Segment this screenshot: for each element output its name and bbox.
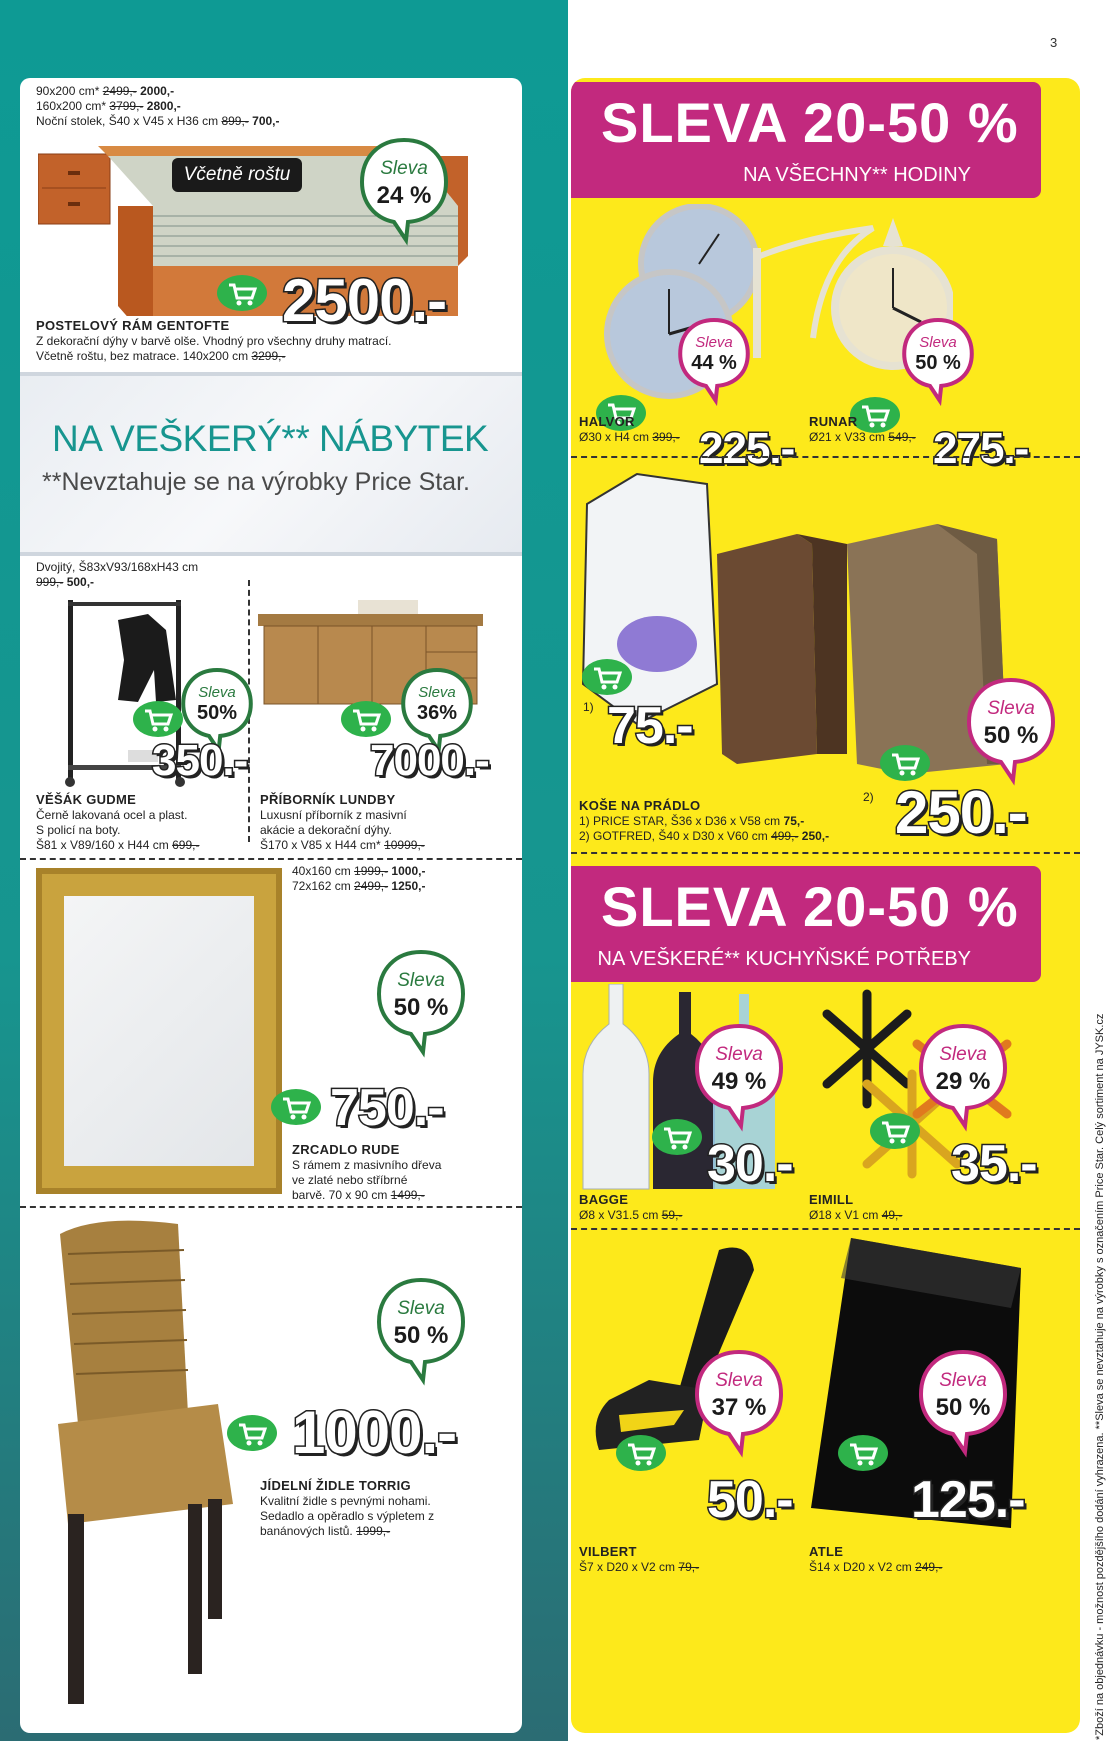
mirror-price: 750.- bbox=[330, 1079, 444, 1137]
rack-size-line: Dvojitý, Š83xV93/168xH43 cm bbox=[36, 560, 199, 574]
footnote-vertical: *Zboží na objednávku - možnost pozdějšího dodání vyhrazena. **Sleva se nevztahuje na výrobky s označením Price Star. Celý sortiment na JYSK.cz bbox=[1094, 1013, 1106, 1740]
bed-price: 2500.- bbox=[282, 267, 447, 334]
baskets-line-1: 1) PRICE STAR, Š36 x D36 x V58 cm 75,- bbox=[579, 814, 805, 828]
divider-horizontal-1 bbox=[20, 858, 522, 860]
rack-desc-1: Černě lakovaná ocel a plast. bbox=[36, 808, 188, 822]
clocks-banner-title: SLEVA 20-50 % bbox=[601, 91, 1019, 154]
basket-marker-1: 1) bbox=[583, 700, 594, 714]
runar-title: RUNAR bbox=[809, 414, 858, 429]
eimill-dimensions: Ø18 x V1 cm 49,- bbox=[809, 1208, 903, 1222]
sideboard-cart-icon bbox=[340, 700, 392, 738]
basket1-price: 75.- bbox=[607, 697, 693, 755]
atle-dimensions: Š14 x D20 x V2 cm 249,- bbox=[809, 1560, 943, 1574]
divider-horizontal-2 bbox=[20, 1206, 522, 1208]
rack-price: 350.- bbox=[152, 736, 248, 785]
mirror-image bbox=[36, 868, 282, 1194]
rack-price-line: 999,- 500,- bbox=[36, 575, 95, 589]
sale-panel bbox=[571, 78, 1080, 1733]
mirror-desc-3: barvě. 70 x 90 cm 1499,- bbox=[292, 1188, 425, 1202]
bagge-title: BAGGE bbox=[579, 1192, 629, 1207]
bagge-cart-icon bbox=[651, 1118, 703, 1156]
vilbert-dimensions: Š7 x D20 x V2 cm 79,- bbox=[579, 1560, 700, 1574]
mirror-sleva-badge: Sleva 50 % bbox=[375, 948, 467, 1040]
kitchen-banner-title: SLEVA 20-50 % bbox=[601, 875, 1019, 938]
bed-sleva-badge: Sleva 24 % bbox=[358, 136, 450, 228]
bed-title: POSTELOVÝ RÁM GENTOFTE bbox=[36, 318, 230, 333]
chair-cart-icon bbox=[226, 1414, 278, 1452]
halvor-price: 225.- bbox=[699, 424, 795, 473]
atle-sleva-badge: Sleva 50 % bbox=[917, 1348, 1009, 1440]
page-number: 3 bbox=[1050, 35, 1058, 50]
chair-image bbox=[38, 1214, 248, 1724]
rack-sleva-badge: Sleva 50% bbox=[180, 666, 254, 740]
kitchen-banner bbox=[571, 866, 1041, 982]
vilbert-title: VILBERT bbox=[579, 1544, 637, 1559]
promo-subtext: **Nevztahuje se na výrobky Price Star. bbox=[42, 468, 470, 496]
divider-horizontal-5 bbox=[571, 1228, 1080, 1230]
furniture-panel bbox=[20, 78, 522, 1733]
bed-desc-1: Z dekorační dýhy v barvě olše. Vhodný pro všechny druhy matrací. bbox=[36, 334, 392, 348]
mirror-title: ZRCADLO RUDE bbox=[292, 1142, 400, 1157]
mirror-desc-2: ve zlaté nebo stříbrné bbox=[292, 1173, 408, 1187]
chair-title: JÍDELNÍ ŽIDLE TORRIG bbox=[260, 1478, 411, 1493]
chair-price: 1000.- bbox=[292, 1399, 457, 1466]
bagge-sleva-badge: Sleva 49 % bbox=[693, 1022, 785, 1114]
atle-title: ATLE bbox=[809, 1544, 844, 1559]
chair-desc-1: Kvalitní židle s pevnými nohami. bbox=[260, 1494, 431, 1508]
baskets-line-2: 2) GOTFRED, Š40 x D30 x V60 cm 499,- 250,- bbox=[579, 829, 830, 843]
promo-band bbox=[20, 372, 522, 556]
eimill-title: EIMILL bbox=[809, 1192, 854, 1207]
basket-marker-2: 2) bbox=[863, 790, 874, 804]
divider-horizontal-4 bbox=[571, 852, 1080, 854]
sideboard-desc-3: Š170 x V85 x H44 cm* 10999,- bbox=[260, 838, 425, 852]
mirror-price-line-2: 72x162 cm 2499,- 1250,- bbox=[292, 879, 426, 893]
bed-tag: Včetně roštu bbox=[172, 158, 302, 192]
eimill-cart-icon bbox=[869, 1112, 921, 1150]
baskets-sleva-badge: Sleva 50 % bbox=[965, 676, 1057, 768]
bed-price-line-3: Noční stolek, Š40 x V45 x H36 cm 899,- 700,- bbox=[36, 114, 280, 128]
halvor-dimensions: Ø30 x H4 cm 399,- bbox=[579, 430, 680, 444]
kitchen-banner-subtitle: NA VEŠKERÉ** KUCHYŇSKÉ POTŘEBY bbox=[597, 948, 971, 970]
vilbert-price: 50.- bbox=[707, 1471, 793, 1529]
sideboard-price: 7000.- bbox=[370, 736, 489, 785]
sideboard-desc-2: akácie a dekorační dýhy. bbox=[260, 823, 392, 837]
divider-horizontal-3 bbox=[571, 456, 1080, 458]
bed-desc-2: Včetně roštu, bez matrace. 140x200 cm 3299,- bbox=[36, 349, 286, 363]
bed-cart-icon bbox=[216, 274, 268, 312]
halvor-title: HALVOR bbox=[579, 414, 635, 429]
eimill-sleva-badge: Sleva 29 % bbox=[917, 1022, 1009, 1114]
clocks-banner-subtitle: NA VŠECHNY** HODINY bbox=[743, 164, 971, 186]
mirror-desc-1: S rámem z masivního dřeva bbox=[292, 1158, 442, 1172]
runar-price: 275.- bbox=[933, 424, 1029, 473]
rack-desc-2: S policí na boty. bbox=[36, 823, 121, 837]
rack-desc-3: Š81 x V89/160 x H44 cm 699,- bbox=[36, 838, 200, 852]
rack-title: VĚŠÁK GUDME bbox=[36, 792, 137, 807]
bed-price-line-1: 90x200 cm* 2499,- 2000,- bbox=[36, 84, 175, 98]
atle-price: 125.- bbox=[911, 1471, 1025, 1529]
vilbert-sleva-badge: Sleva 37 % bbox=[693, 1348, 785, 1440]
mirror-price-line-1: 40x160 cm 1999,- 1000,- bbox=[292, 864, 426, 878]
eimill-price: 35.- bbox=[951, 1135, 1037, 1193]
runar-sleva-badge: Sleva 50 % bbox=[901, 316, 975, 390]
basket2-price: 250.- bbox=[895, 779, 1027, 846]
basket1-cart-icon bbox=[581, 658, 633, 696]
promo-headline: NA VEŠKERÝ** NÁBYTEK bbox=[52, 418, 489, 459]
runar-dimensions: Ø21 x V33 cm 549,- bbox=[809, 430, 916, 444]
mirror-cart-icon bbox=[270, 1088, 322, 1126]
bagge-price: 30.- bbox=[707, 1135, 793, 1193]
rack-cart-icon bbox=[132, 700, 184, 738]
basket2-cart-icon bbox=[879, 744, 931, 782]
halvor-sleva-badge: Sleva 44 % bbox=[677, 316, 751, 390]
clocks-banner bbox=[571, 82, 1041, 198]
sideboard-title: PŘÍBORNÍK LUNDBY bbox=[260, 792, 396, 807]
chair-sleva-badge: Sleva 50 % bbox=[375, 1276, 467, 1368]
chair-desc-3: banánových listů. 1999,- bbox=[260, 1524, 391, 1538]
bed-price-line-2: 160x200 cm* 3799,- 2800,- bbox=[36, 99, 181, 113]
atle-cart-icon bbox=[837, 1434, 889, 1472]
baskets-title: KOŠE NA PRÁDLO bbox=[579, 798, 701, 813]
bagge-dimensions: Ø8 x V31.5 cm 59,- bbox=[579, 1208, 683, 1222]
chair-desc-2: Sedadlo a opěradlo s výpletem z bbox=[260, 1509, 435, 1523]
vilbert-cart-icon bbox=[615, 1434, 667, 1472]
sideboard-desc-1: Luxusní příborník z masivní bbox=[260, 808, 407, 822]
sideboard-sleva-badge: Sleva 36% bbox=[400, 666, 474, 740]
